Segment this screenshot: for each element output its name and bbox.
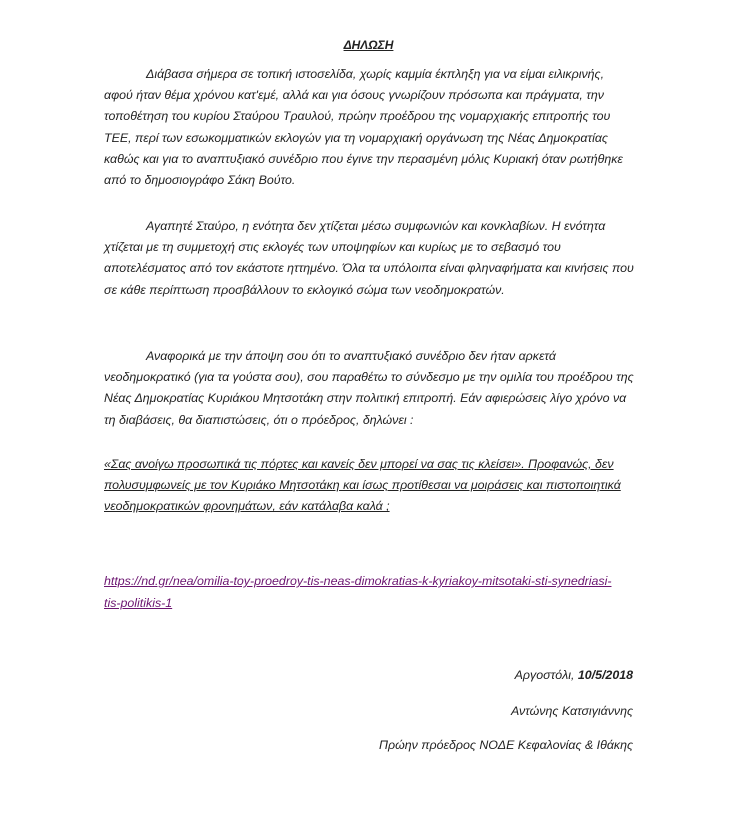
paragraph-2-text: Αγαπητέ Σταύρο, η ενότητα δεν χτίζεται μέσω συμφωνιών και κονκλαβίων. Η ενότητα χτίζεται με τη συμμετοχή στις εκλογές των υποψηφίων και κυρίως με το σεβασμό του αποτελέσματος από τον εκάστοτε ηττημένο. Όλα τα υπόλοιπα είναι φληναφήματα και κινήσεις που σε κάθε περίπτωση προσβάλλουν το εκλογικό σώμα των νεοδημοκρατών. (104, 219, 634, 297)
speech-link[interactable]: https://nd.gr/nea/omilia-toy-proedroy-tis-neas-dimokratias-k-kyriakoy-mitsotaki-sti-synedriasi-tis-politikis-1 (104, 574, 612, 610)
signature-date-line (515, 668, 633, 682)
paragraph-2 (104, 216, 636, 301)
quote-paragraph (104, 454, 636, 518)
signature-name: Αντώνης Κατσιγιάννης (510, 704, 633, 718)
signature-place: Αργοστόλι, (514, 668, 575, 682)
paragraph-1 (104, 64, 636, 191)
signature-role: Πρώην πρόεδρος ΝΟΔΕ Κεφαλονίας & Ιθάκης (379, 738, 633, 752)
quote-paragraph-text: «Σας ανοίγω προσωπικά τις πόρτες και κανείς δεν μπορεί να σας τις κλείσει». Προφανώς, δεν πολυσυμφωνείς με τον Κυριάκο Μητσοτάκη και ίσως προτίθεσαι να μοιράσεις και πιστοποιητικά νεοδημοκρατικών φρονημάτων, εάν κατάλαβα καλά ; (104, 457, 621, 514)
paragraph-3-text: Αναφορικά με την άποψη σου ότι το αναπτυξιακό συνέδριο δεν ήταν αρκετά νεοδημοκρατικό (για τα γούστα σου), σου παραθέτω το σύνδεσμο με την ομιλία του προέδρου της Νέας Δημοκρατίας Κυριάκου Μητσοτάκη στην πολιτική επιτροπή. Εάν αφιερώσεις λίγο χρόνο να τη διαβάσεις, θα διαπιστώσεις, ότι ο πρόεδρος, δηλώνει : (104, 349, 634, 427)
paragraph-1-text: Διάβασα σήμερα σε τοπική ιστοσελίδα, χωρίς καμμία έκπληξη για να είμαι ειλικρινής, αφού ήταν θέμα χρόνου κατ'εμέ, αλλά και για όσους γνωρίζουν πρόσωπα και πράγματα, την τοποθέτηση του κυρίου Σταύρου Τραυλού, πρώην προέδρου της νομαρχιακής επιτροπής του ΤΕΕ, περί των εσωκομματικών εκλογών για τη νομαρχιακή οργάνωση της Νέας Δημοκρατίας καθώς και για το αναπτυξιακό συνέδριο που έγινε την περασμένη μόλις Κυριακή όταν ρωτήθηκε από το δημοσιογράφο Σάκη Βούτο. (104, 67, 623, 188)
document-title: ΔΗΛΩΣΗ (343, 38, 394, 52)
paragraph-3 (104, 346, 636, 431)
signature-date: 10/5/2018 (577, 668, 633, 682)
